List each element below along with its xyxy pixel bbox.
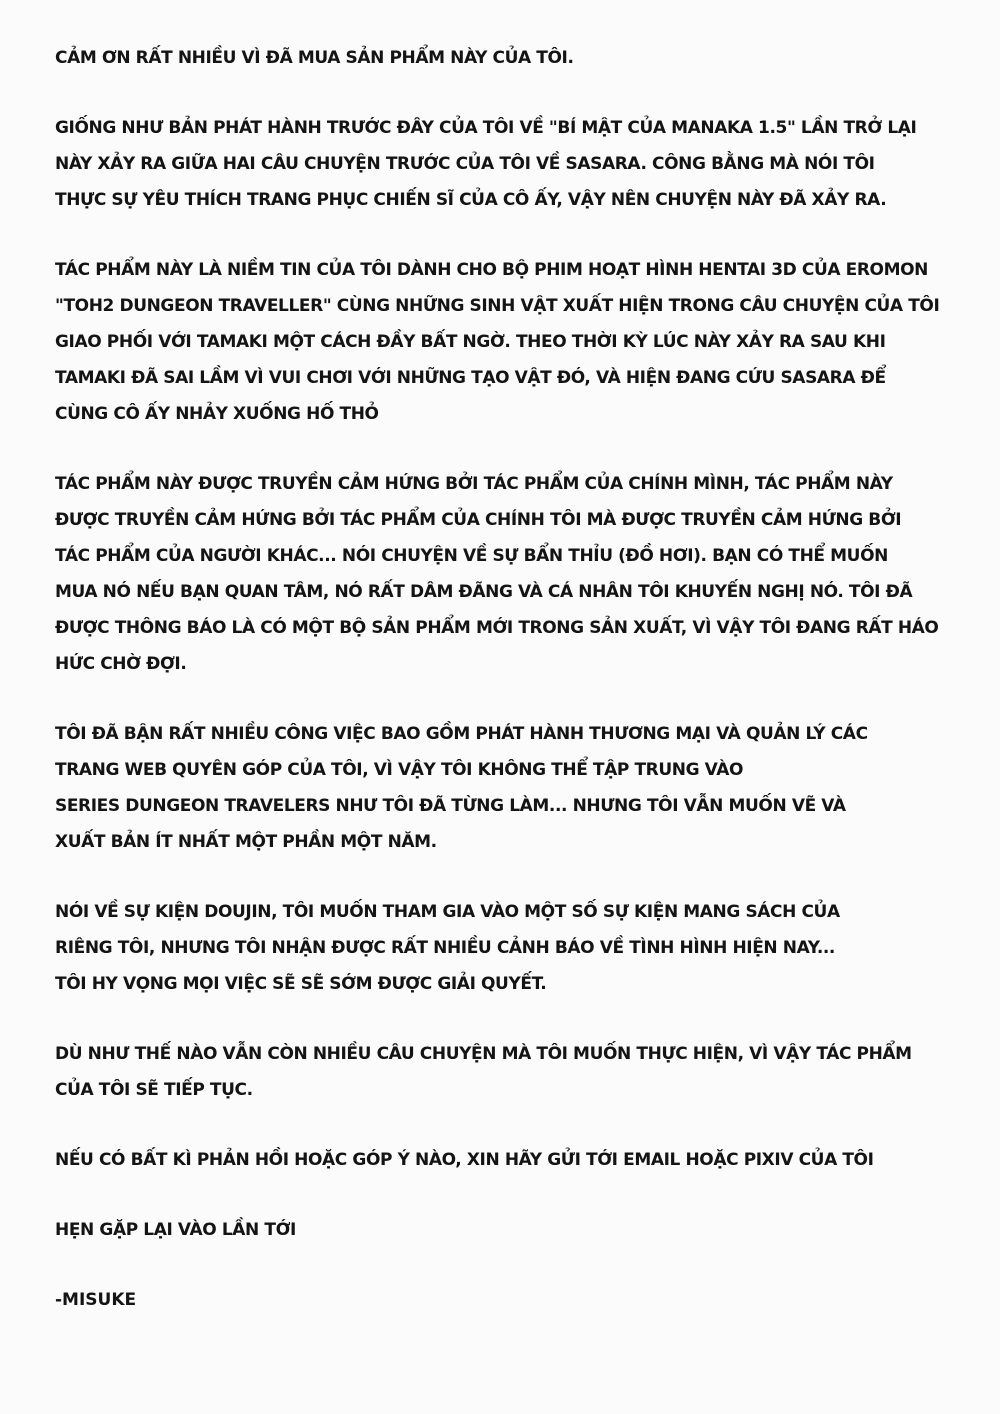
text-line: CỦA TÔI SẼ TIẾP TỤC. [55,1080,253,1100]
paragraph-busy-schedule [55,716,955,860]
text-line: XUẤT BẢN ÍT NHẤT MỘT PHẦN MỘT NĂM. [55,832,437,852]
text-line: CẢM ƠN RẤT NHIỀU VÌ ĐÃ MUA SẢN PHẨM NÀY CỦA TÔI. [55,48,574,68]
paragraph-inspiration [55,466,955,682]
text-line: NÓI VỀ SỰ KIỆN DOUJIN, TÔI MUỐN THAM GIA VÀO MỘT SỐ SỰ KIỆN MANG SÁCH CỦA [55,902,840,922]
paragraph-release-context [55,110,955,218]
text-line: HỨC CHỜ ĐỢI. [55,654,187,674]
paragraph-thank-you [55,40,955,76]
text-line: SERIES DUNGEON TRAVELERS NHƯ TÔI ĐÃ TỪNG LÀM... NHƯNG TÔI VẪN MUỐN VẼ VÀ [55,796,846,816]
paragraph-feedback-contact [55,1142,955,1178]
text-line: TÁC PHẨM NÀY ĐƯỢC TRUYỀN CẢM HỨNG BỞI TÁC PHẨM CỦA CHÍNH MÌNH, TÁC PHẨM NÀY [55,474,893,494]
text-line: NÀY XẢY RA GIỮA HAI CÂU CHUYỆN TRƯỚC CỦA TÔI VỀ SASARA. CÔNG BẰNG MÀ NÓI TÔI [55,154,875,174]
text-line: TÁC PHẨM NÀY LÀ NIỀM TIN CỦA TÔI DÀNH CHO BỘ PHIM HOẠT HÌNH HENTAI 3D CỦA EROMON [55,260,928,280]
text-line: TRANG WEB QUYÊN GÓP CỦA TÔI, VÌ VẬY TÔI KHÔNG THỂ TẬP TRUNG VÀO [55,760,744,780]
afterword-text [55,40,955,1318]
text-line: GIỐNG NHƯ BẢN PHÁT HÀNH TRƯỚC ĐÂY CỦA TÔI VỀ "BÍ MẬT CỦA MANAKA 1.5" LẦN TRỞ LẠI [55,118,917,138]
paragraph-future-works [55,1036,955,1108]
text-line: TÔI HY VỌNG MỌI VIỆC SẼ SẼ SỚM ĐƯỢC GIẢI QUYẾT. [55,974,547,994]
text-line: DÙ NHƯ THẾ NÀO VẪN CÒN NHIỀU CÂU CHUYỆN MÀ TÔI MUỐN THỰC HIỆN, VÌ VẬY TÁC PHẨM [55,1044,912,1064]
text-line: TÁC PHẨM CỦA NGƯỜI KHÁC... NÓI CHUYỆN VỀ SỰ BẨN THỈU (ĐỒ HƠI). BẠN CÓ THỂ MUỐN [55,546,888,566]
text-line: ĐƯỢC THÔNG BÁO LÀ CÓ MỘT BỘ SẢN PHẨM MỚI TRONG SẢN XUẤT, VÌ VẬY TÔI ĐANG RẤT HÁO [55,618,939,638]
text-line: NẾU CÓ BẤT KÌ PHẢN HỒI HOẶC GÓP Ý NÀO, XIN HÃY GỬI TỚI EMAIL HOẶC PIXIV CỦA TÔI [55,1150,874,1170]
text-line: HẸN GẶP LẠI VÀO LẦN TỚI [55,1220,296,1240]
text-line: TÔI ĐÃ BẬN RẤT NHIỀU CÔNG VIỆC BAO GỒM PHÁT HÀNH THƯƠNG MẠI VÀ QUẢN LÝ CÁC [55,724,868,744]
text-line: GIAO PHỐI VỚI TAMAKI MỘT CÁCH ĐẦY BẤT NGỜ. THEO THỜI KỲ LÚC NÀY XẢY RA SAU KHI [55,332,886,352]
text-line: ĐƯỢC TRUYỀN CẢM HỨNG BỞI TÁC PHẨM CỦA CHÍNH TÔI MÀ ĐƯỢC TRUYỀN CẢM HỨNG BỞI [55,510,902,530]
author-signature-line: -MISUKE [55,1290,137,1310]
text-line: TAMAKI ĐÃ SAI LẦM VÌ VUI CHƠI VỚI NHỮNG TẠO VẬT ĐÓ, VÀ HIỆN ĐANG CỨU SASARA ĐỂ [55,368,886,388]
text-line: CÙNG CÔ ẤY NHẢY XUỐNG HỐ THỎ [55,404,379,424]
text-line: THỰC SỰ YÊU THÍCH TRANG PHỤC CHIẾN SĨ CỦA CÔ ẤY, VẬY NÊN CHUYỆN NÀY ĐÃ XẢY RA. [55,190,887,210]
text-line: RIÊNG TÔI, NHƯNG TÔI NHẬN ĐƯỢC RẤT NHIỀU CẢNH BÁO VỀ TÌNH HÌNH HIỆN NAY... [55,938,835,958]
text-line: MUA NÓ NẾU BẠN QUAN TÂM, NÓ RẤT DÂM ĐÃNG VÀ CÁ NHÂN TÔI KHUYẾN NGHỊ NÓ. TÔI ĐÃ [55,582,913,602]
text-line: "TOH2 DUNGEON TRAVELLER" CÙNG NHỮNG SINH VẬT XUẤT HIỆN TRONG CÂU CHUYỆN CỦA TÔI [55,296,940,316]
paragraph-see-you [55,1212,955,1248]
paragraph-work-concept [55,252,955,432]
paragraph-doujin-events [55,894,955,1002]
paragraph-author-signature [55,1282,955,1318]
